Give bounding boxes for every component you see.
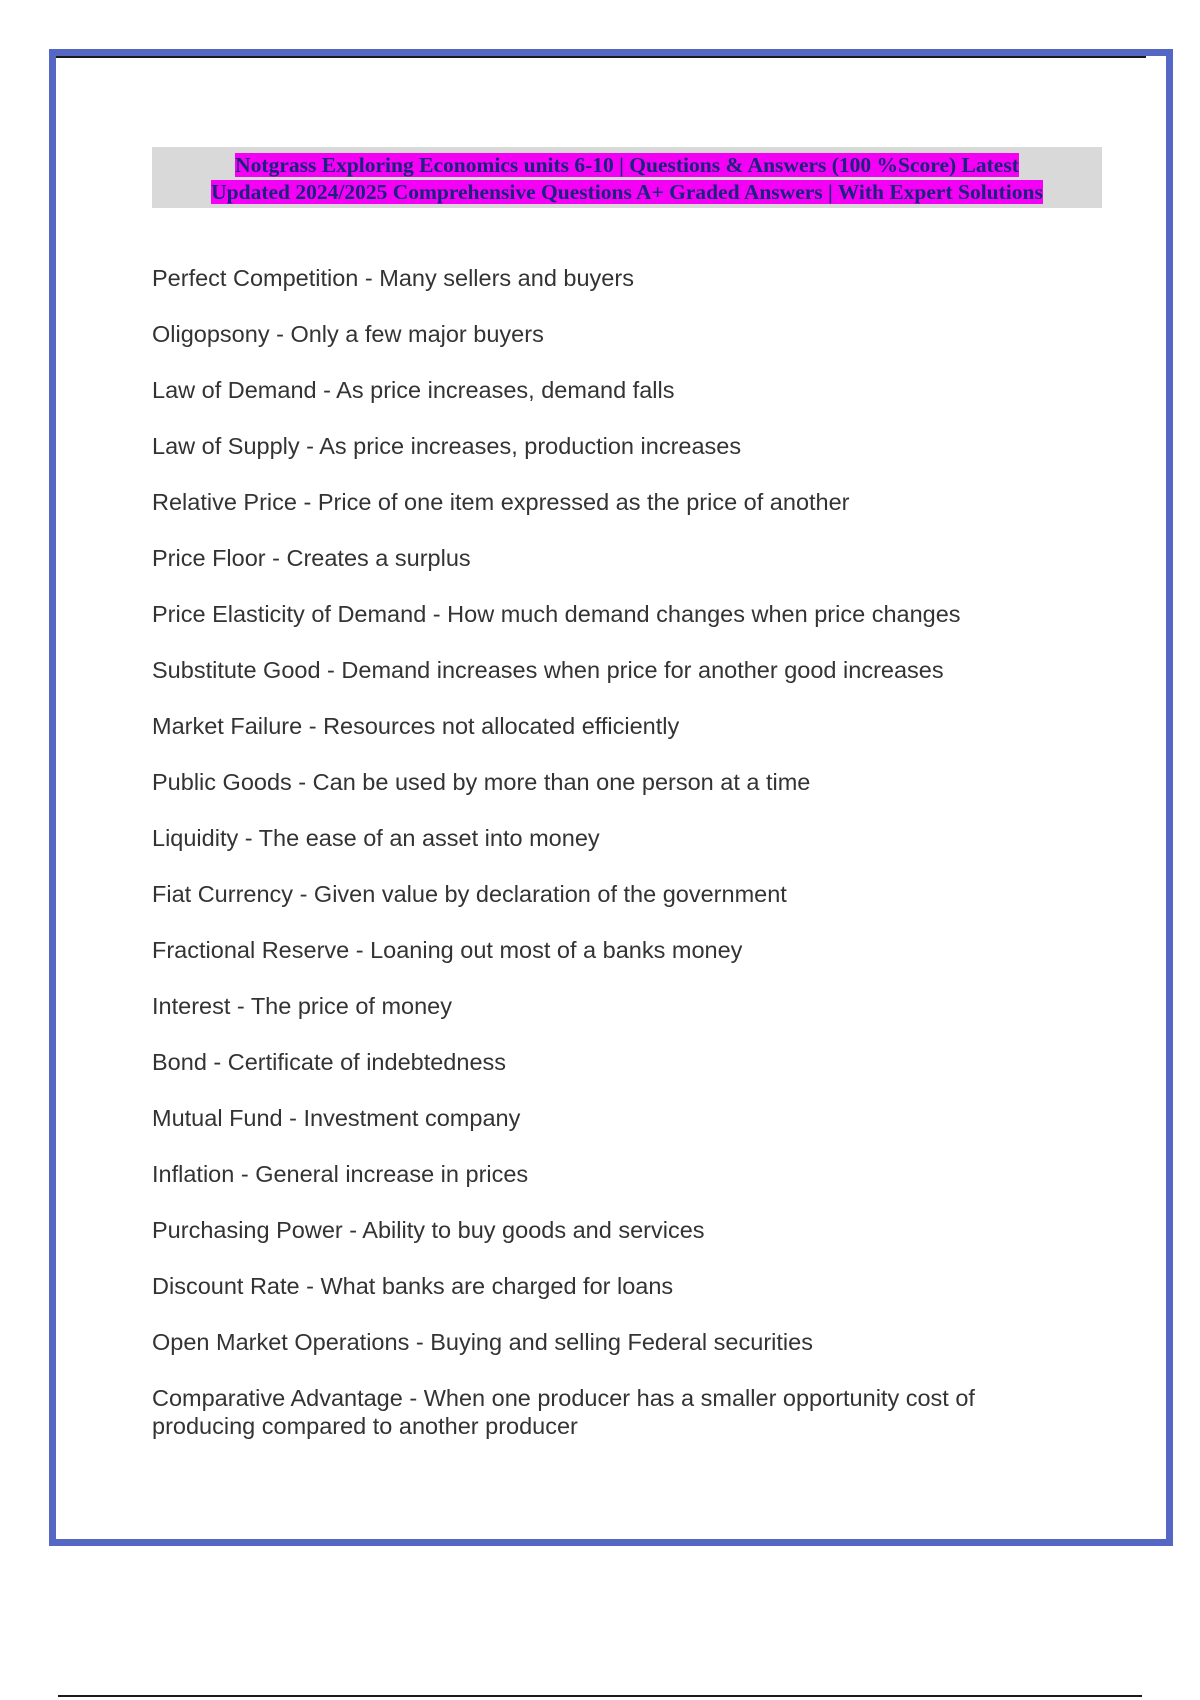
term-item: Price Floor - Creates a surplus — [152, 545, 471, 571]
term-item: Bond - Certificate of indebtedness — [152, 1049, 507, 1075]
term-item: Liquidity - The ease of an asset into money — [152, 825, 600, 851]
term-item: Mutual Fund - Investment company — [152, 1105, 521, 1131]
term-item: Open Market Operations - Buying and selling Federal securities — [152, 1329, 813, 1355]
terms-list — [152, 264, 1112, 1440]
term-item: Inflation - General increase in prices — [152, 1161, 529, 1187]
frame-top-rule — [56, 56, 1146, 58]
term-item: Market Failure - Resources not allocated efficiently — [152, 713, 680, 739]
term-item: Law of Supply - As price increases, production increases — [152, 433, 742, 459]
term-item: Substitute Good - Demand increases when price for another good increases — [152, 657, 944, 683]
document-title-line-2: Updated 2024/2025 Comprehensive Questions A+ Graded Answers | With Expert Solutions — [211, 180, 1043, 204]
term-item: Relative Price - Price of one item expressed as the price of another — [152, 489, 850, 515]
term-item: Fractional Reserve - Loaning out most of a banks money — [152, 937, 743, 963]
page-bottom-rule — [58, 1695, 1142, 1697]
term-item: Interest - The price of money — [152, 993, 452, 1019]
document-title-line-1: Notgrass Exploring Economics units 6-10 | Questions & Answers (100 %Score) Latest — [235, 153, 1019, 177]
term-item: Discount Rate - What banks are charged for loans — [152, 1273, 674, 1299]
term-item: Law of Demand - As price increases, demand falls — [152, 377, 675, 403]
term-item: Public Goods - Can be used by more than one person at a time — [152, 769, 811, 795]
term-item: Fiat Currency - Given value by declaration of the government — [152, 881, 787, 907]
term-item: Perfect Competition - Many sellers and buyers — [152, 265, 634, 291]
term-item: Comparative Advantage - When one producer has a smaller opportunity cost of producing compared to another producer — [152, 1385, 975, 1439]
term-item: Purchasing Power - Ability to buy goods and services — [152, 1217, 705, 1243]
term-item: Price Elasticity of Demand - How much demand changes when price changes — [152, 601, 961, 627]
page-frame — [49, 49, 1173, 1546]
term-item: Oligopsony - Only a few major buyers — [152, 321, 544, 347]
document-title — [152, 147, 1102, 208]
